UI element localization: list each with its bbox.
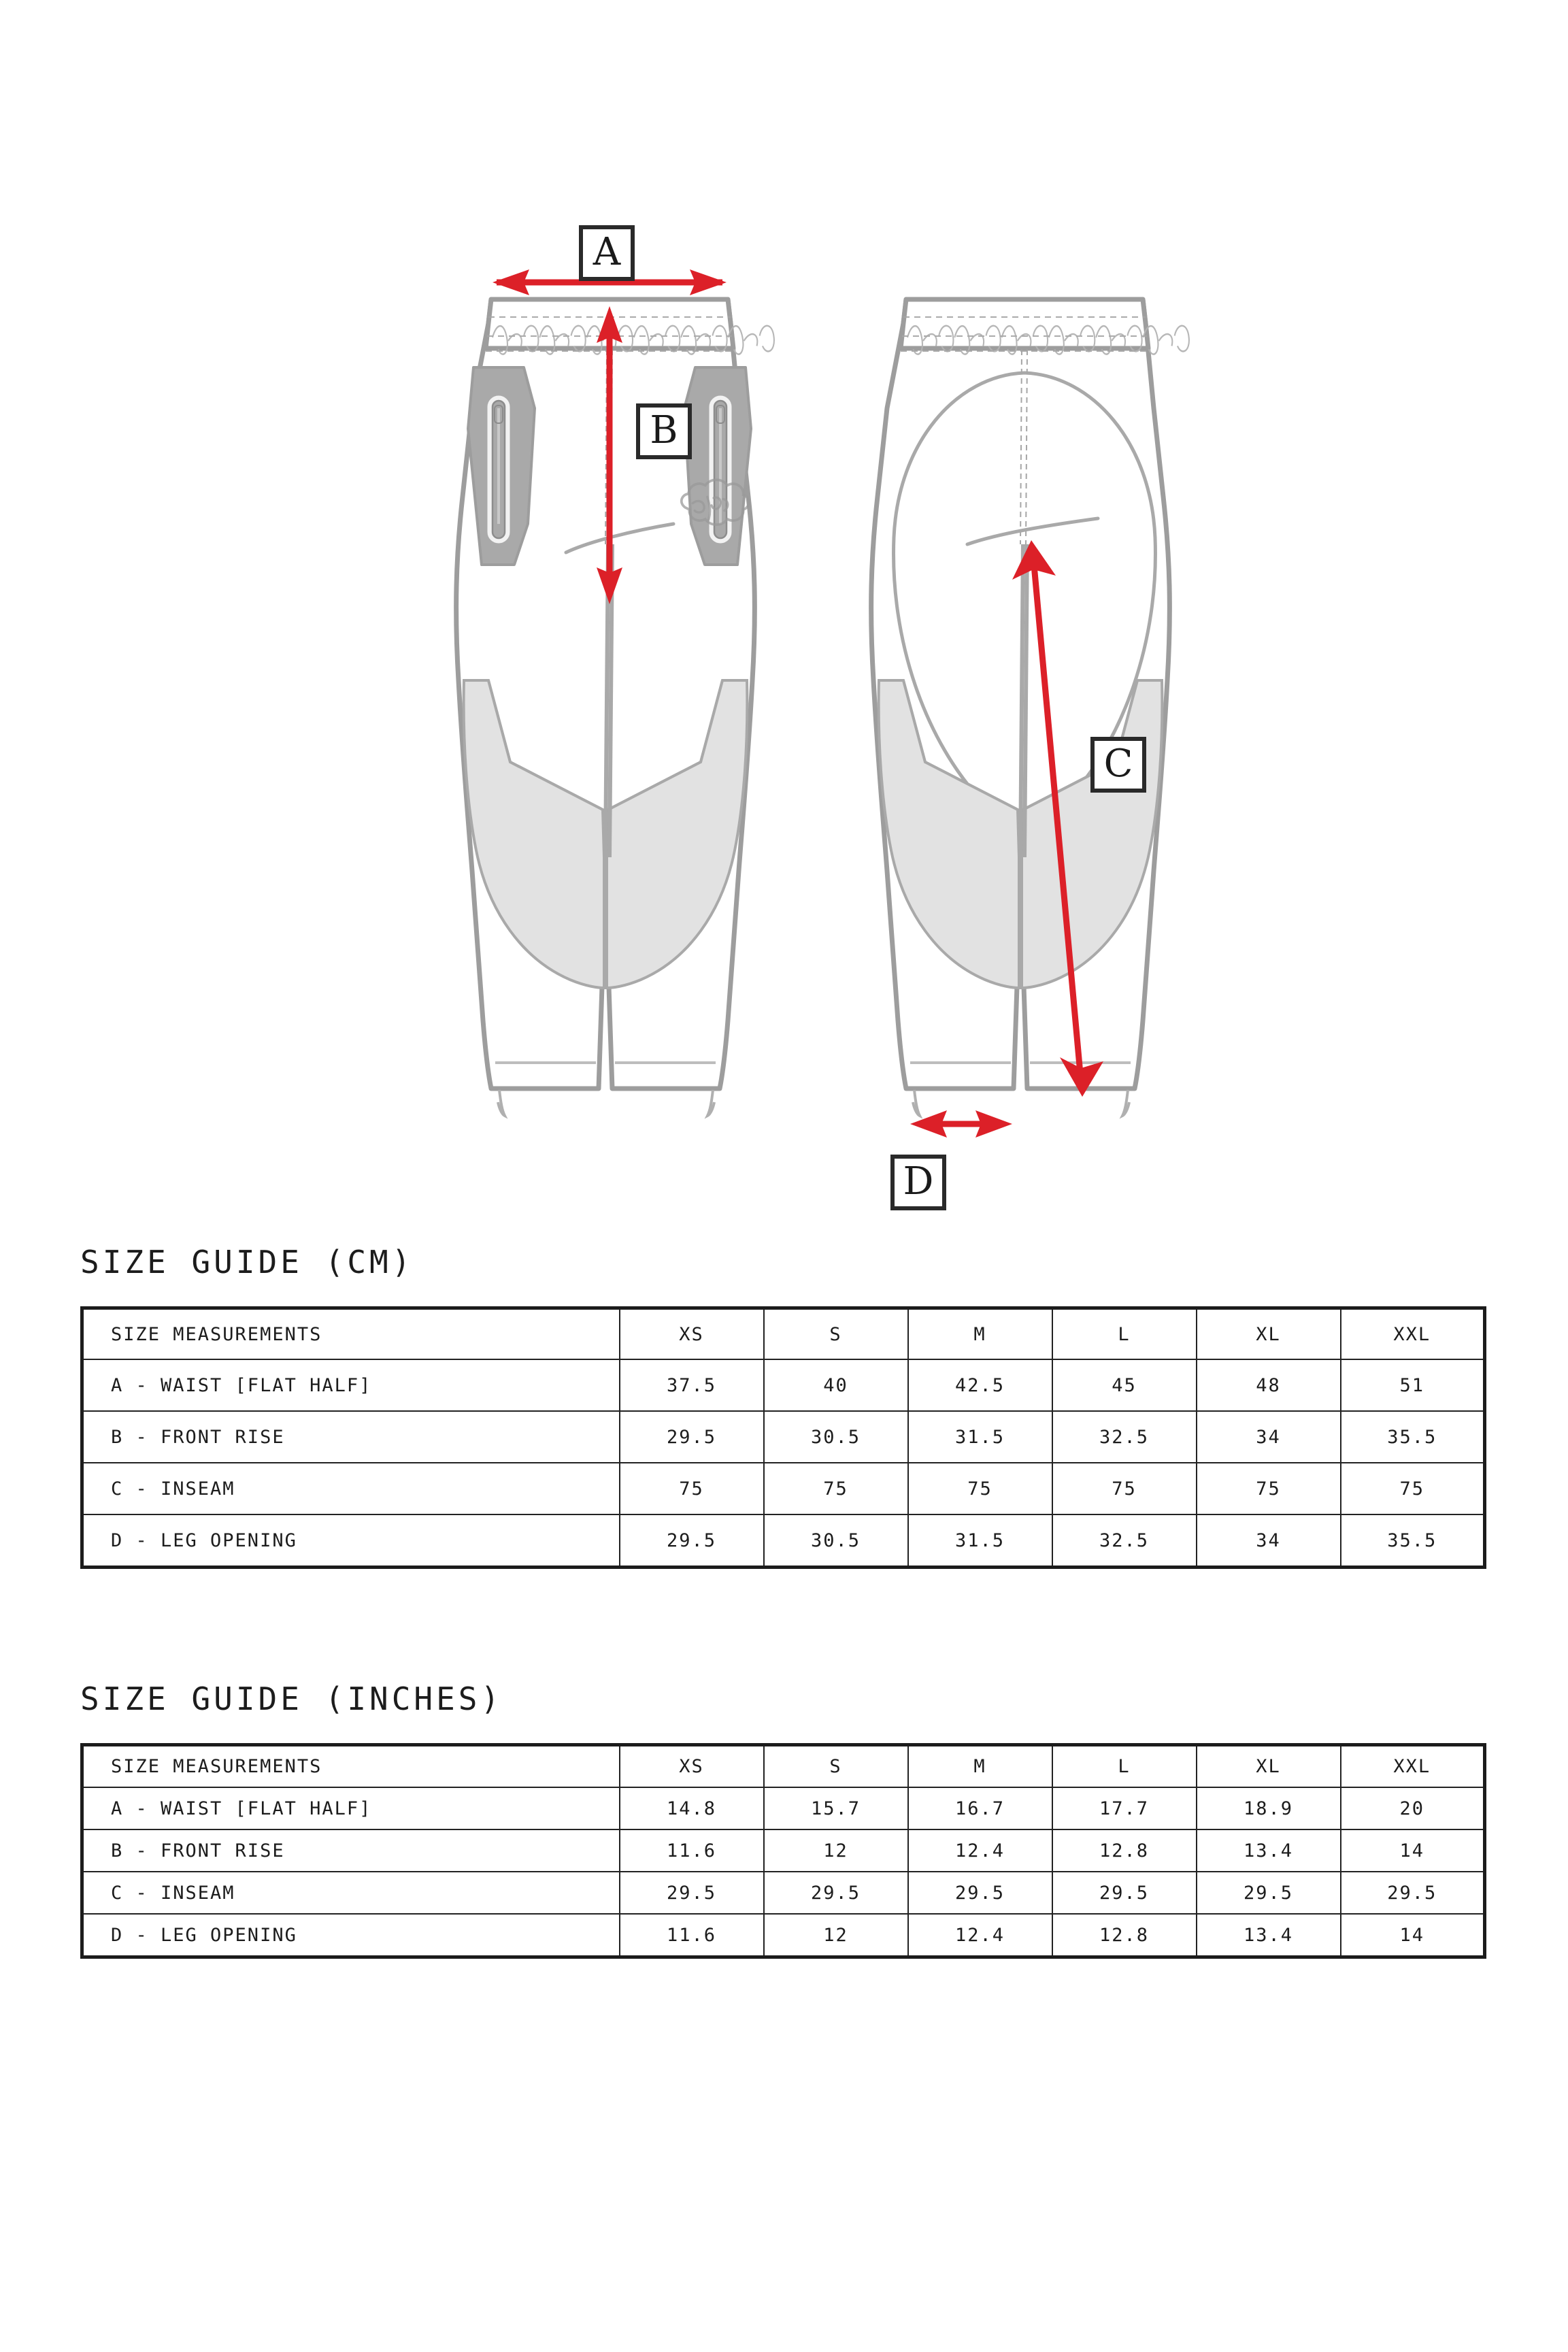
column-header-xxl: XXL [1341,1308,1485,1360]
cell-rise-s: 30.5 [764,1411,908,1463]
size-guide-inches-table [80,1743,1486,1959]
back-view [871,299,1189,1138]
cell-leg-xs-in: 11.6 [620,1914,764,1957]
cell-inseam-xs-in: 29.5 [620,1872,764,1914]
measure-label-c-text: C [1103,742,1133,786]
cell-waist-l-in: 17.7 [1052,1787,1197,1829]
cell-inseam-l-in: 29.5 [1052,1872,1197,1914]
column-header-measurements: SIZE MEASUREMENTS [82,1308,620,1360]
cell-rise-xxl-in: 14 [1341,1829,1485,1872]
cell-inseam-s-in: 29.5 [764,1872,908,1914]
column-header-xxl-in: XXL [1341,1745,1485,1788]
row-label-inseam-in: C - INSEAM [82,1872,620,1914]
size-guide-inches-table-wrap [80,1743,1483,1959]
cell-rise-m: 31.5 [908,1411,1052,1463]
row-label-front-rise-in: B - FRONT RISE [82,1829,620,1872]
cell-rise-xs-in: 11.6 [620,1829,764,1872]
cell-rise-xxl: 35.5 [1341,1411,1485,1463]
column-header-l-in: L [1052,1745,1197,1788]
measure-label-d-text: D [903,1159,934,1204]
garment-technical-drawing [408,204,1224,1265]
row-label-front-rise: B - FRONT RISE [82,1411,620,1463]
row-label-waist-in: A - WAIST [FLAT HALF] [82,1787,620,1829]
cell-leg-l: 32.5 [1052,1514,1197,1568]
cell-waist-xxl: 51 [1341,1359,1485,1411]
cell-rise-m-in: 12.4 [908,1829,1052,1872]
cell-rise-xl-in: 13.4 [1197,1829,1341,1872]
cell-leg-xs: 29.5 [620,1514,764,1568]
cell-inseam-xxl: 75 [1341,1463,1485,1514]
cell-waist-xs-in: 14.8 [620,1787,764,1829]
column-header-s: S [764,1308,908,1360]
cell-leg-xl: 34 [1197,1514,1341,1568]
cell-inseam-xs: 75 [620,1463,764,1514]
table-row [82,1914,1485,1957]
measure-label-b [638,405,690,457]
measure-label-a-text: A [593,230,621,274]
cell-waist-xl-in: 18.9 [1197,1787,1341,1829]
cell-waist-xs: 37.5 [620,1359,764,1411]
hem-drawcord-tab-left [498,1090,505,1116]
column-header-xs: XS [620,1308,764,1360]
cell-rise-s-in: 12 [764,1829,908,1872]
table-row [82,1411,1485,1463]
column-header-xl: XL [1197,1308,1341,1360]
cell-waist-m-in: 16.7 [908,1787,1052,1829]
column-header-s-in: S [764,1745,908,1788]
measure-arrow-d [910,1110,1012,1138]
row-label-leg-opening: D - LEG OPENING [82,1514,620,1568]
column-header-xs-in: XS [620,1745,764,1788]
cell-leg-xxl: 35.5 [1341,1514,1485,1568]
column-header-m: M [908,1308,1052,1360]
cell-inseam-xl-in: 29.5 [1197,1872,1341,1914]
cell-inseam-l: 75 [1052,1463,1197,1514]
cell-waist-s-in: 15.7 [764,1787,908,1829]
column-header-xl-in: XL [1197,1745,1341,1788]
size-guide-cm-title: SIZE GUIDE (CM) [80,1244,414,1280]
row-label-inseam: C - INSEAM [82,1463,620,1514]
table-row [82,1787,1485,1829]
column-header-m-in: M [908,1745,1052,1788]
column-header-measurements-in: SIZE MEASUREMENTS [82,1745,620,1788]
cell-leg-m: 31.5 [908,1514,1052,1568]
cell-inseam-m: 75 [908,1463,1052,1514]
cell-waist-s: 40 [764,1359,908,1411]
cell-leg-s: 30.5 [764,1514,908,1568]
row-label-waist: A - WAIST [FLAT HALF] [82,1359,620,1411]
cell-waist-xl: 48 [1197,1359,1341,1411]
cell-waist-m: 42.5 [908,1359,1052,1411]
measure-label-d [893,1157,944,1208]
measure-label-b-text: B [650,408,678,452]
cell-rise-l-in: 12.8 [1052,1829,1197,1872]
cell-inseam-xl: 75 [1197,1463,1341,1514]
cell-inseam-xxl-in: 29.5 [1341,1872,1485,1914]
cell-rise-l: 32.5 [1052,1411,1197,1463]
cell-leg-xxl-in: 14 [1341,1914,1485,1957]
table-row [82,1829,1485,1872]
cell-waist-l: 45 [1052,1359,1197,1411]
cell-leg-s-in: 12 [764,1914,908,1957]
table-row [82,1872,1485,1914]
table-header-row [82,1308,1485,1360]
cell-leg-l-in: 12.8 [1052,1914,1197,1957]
cell-waist-xxl-in: 20 [1341,1787,1485,1829]
table-row [82,1359,1485,1411]
size-guide-cm-table [80,1306,1486,1569]
table-row [82,1514,1485,1568]
cell-leg-xl-in: 13.4 [1197,1914,1341,1957]
front-view [456,269,774,1116]
cell-rise-xl: 34 [1197,1411,1341,1463]
size-guide-cm-table-wrap [80,1306,1483,1569]
size-guide-inches-title: SIZE GUIDE (INCHES) [80,1680,503,1717]
measure-label-a [581,227,633,279]
cell-rise-xs: 29.5 [620,1411,764,1463]
table-row [82,1463,1485,1514]
row-label-leg-opening-in: D - LEG OPENING [82,1914,620,1957]
cell-inseam-m-in: 29.5 [908,1872,1052,1914]
hem-drawcord-tab-right [707,1090,714,1116]
column-header-l: L [1052,1308,1197,1360]
cell-inseam-s: 75 [764,1463,908,1514]
cell-leg-m-in: 12.4 [908,1914,1052,1957]
measure-label-c [1092,739,1144,791]
table-header-row [82,1745,1485,1788]
